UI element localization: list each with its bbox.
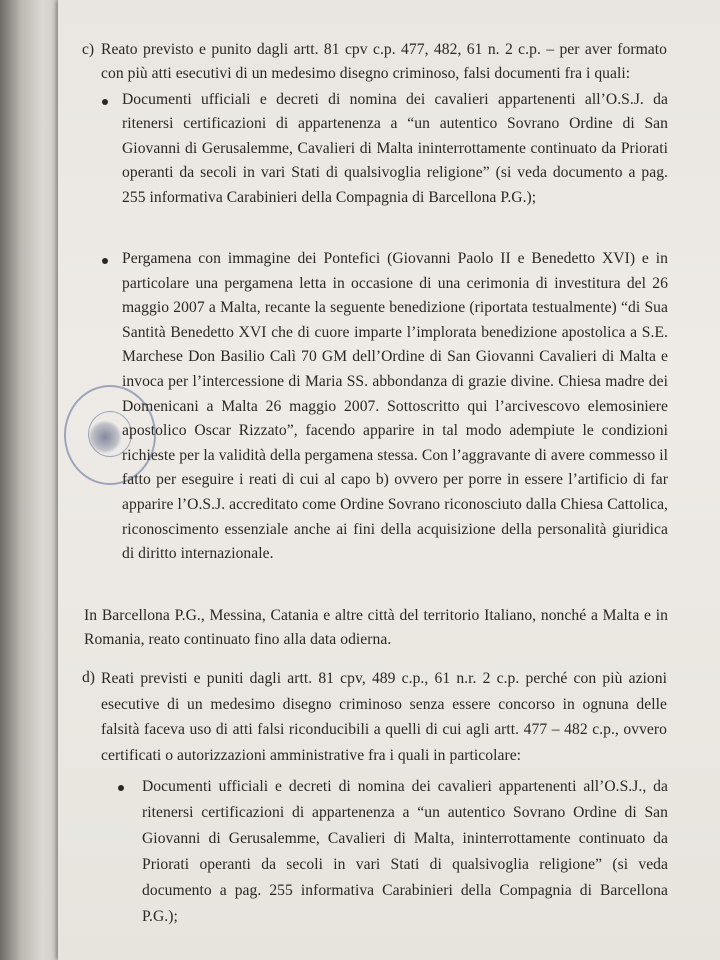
section-d-intro: Reati previsti e puniti dagli artt. 81 cpv, 489 c.p., 61 n.r. 2 c.p. perché con più azioni esecutive di un medesimo disegno criminoso senza essere concorso in ognuna delle falsità faceva uso di atti falsi riconducibili a quelli di cui agli artt. 477 – 482 c.p., ovvero certificati o autorizzazioni amministrative fra i quali in particolare: bbox=[101, 670, 667, 764]
document-page bbox=[58, 0, 720, 960]
stamp-emblem bbox=[88, 420, 122, 454]
section-c-bullet-1: Documenti ufficiali e decreti di nomina dei cavalieri appartenenti all’O.S.J. da ritenersi certificazioni di appartenenza a “un autentico Sovrano Ordine di San Giovanni di Gerusalemme, Cavalieri di Malta ininterrottamente continuato da Priorati operanti da secoli in vari Stati di qualsivoglia religione” (si veda documento a pag. 255 informativa Carabinieri della Compagnia di Barcellona P.G.); bbox=[122, 91, 668, 206]
bullet-marker bbox=[118, 785, 124, 791]
section-c-bullet-2: Pergamena con immagine dei Pontefici (Giovanni Paolo II e Benedetto XVI) e in particolare una pergamena letta in occasione di una cerimonia di investitura del 26 maggio 2007 a Malta, recante la seguente benedizione (riportata testualmente) “di Sua Santità Benedetto XVI che di cuore imparte l’implorata benedizione apostolica a S.E. Marchese Don Basilio Calì 70 GM dell’Ordine di San Giovanni Cavalieri di Malta e invoca per l’intercessione di Maria SS. abbondanza di grazie divine. Chiesa madre dei Domenicani a Malta 26 maggio 2007. Sottoscritto qui l’arcivescovo elemosiniere apostolico Oscar Rizzato”, facendo apparire in tal modo adempiute le condizioni richieste per la validità della pergamena stessa. Con l’aggravante di avere commesso il fatto per eseguire i reati di cui al capo b) ovvero per porre in essere l’artificio di far apparire l’O.S.J. accreditato come Ordine Sovrano riconosciuto dalla Chiesa Cattolica, riconoscimento essenziale anche ai fini della acquisizione della personalità giuridica di diritto internazionale. bbox=[122, 250, 668, 563]
section-c-intro: Reato previsto e punito dagli artt. 81 cpv c.p. 477, 482, 61 n. 2 c.p. – per aver formato con più atti esecutivi di un medesimo disegno criminoso, falsi documenti fra i quali: bbox=[101, 41, 667, 83]
bullet-marker bbox=[102, 99, 108, 105]
bullet-marker bbox=[102, 258, 108, 264]
section-c-label: c) bbox=[82, 41, 95, 58]
binder-gutter bbox=[0, 0, 62, 960]
section-d-bullet-1: Documenti ufficiali e decreti di nomina dei cavalieri appartenenti all’O.S.J., da ritenersi certificazioni di appartenenza a “un autentico Sovrano Ordine di San Giovanni di Gerusalemme, Cavalieri di Malta, ininterrottamente continuato da Priorati operanti da secoli in vari Stati di qualsivoglia religione” (si veda documento a pag. 255 informativa Carabinieri della Compagnia di Barcellona P.G.); bbox=[142, 778, 668, 925]
section-d-label: d) bbox=[82, 669, 95, 686]
section-c-location: In Barcellona P.G., Messina, Catania e altre città del territorio Italiano, nonché a Malta e in Romania, reato continuato fino alla data odierna. bbox=[84, 607, 668, 649]
